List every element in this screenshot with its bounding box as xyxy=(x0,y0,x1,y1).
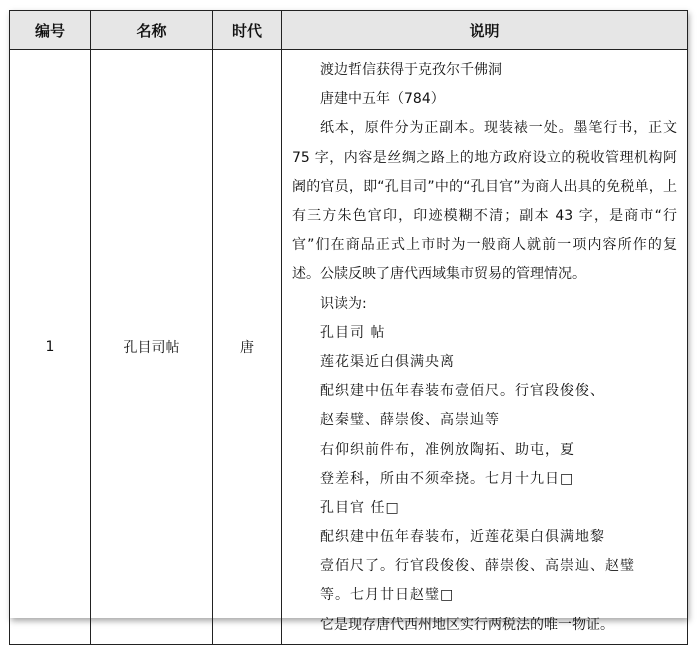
header-era: 时代 xyxy=(213,11,282,50)
table-row xyxy=(10,50,688,645)
cell-name: 孔目司帖 xyxy=(91,50,213,645)
transcription-line: 配织建中伍年春装布壹佰尺。行官段俊俊、 xyxy=(320,383,605,400)
date-line: 唐建中五年（784） xyxy=(320,91,445,108)
transcription-line: 右仰织前件布，准例放陶拓、助屯，夏 xyxy=(320,441,575,458)
transcription-line: 赵秦璧、薛崇俊、高崇辿等 xyxy=(320,412,500,429)
header-row xyxy=(10,11,688,50)
header-name: 名称 xyxy=(91,11,213,50)
cell-number: 1 xyxy=(10,50,91,645)
source-line: 渡边哲信获得于克孜尔千佛洞 xyxy=(320,62,502,78)
transcription-line: 孔目司 帖 xyxy=(320,324,386,341)
transcription-line: 登差科，所由不须牵挠。七月十九日□ xyxy=(320,470,575,487)
relic-table xyxy=(9,10,688,645)
header-number: 编号 xyxy=(10,11,91,50)
document-sheet xyxy=(9,10,687,633)
transcription-line: 壹佰尺了。行官段俊俊、薛崇俊、高崇辿、赵璧 xyxy=(320,558,635,575)
transcription-line: 孔目官 任□ xyxy=(320,499,400,516)
conclusion-line: 它是现存唐代西州地区实行两税法的唯一物证。 xyxy=(320,616,614,633)
header-description: 说明 xyxy=(282,11,688,50)
transcription-line: 配织建中伍年春装布，近莲花渠白俱满地黎 xyxy=(320,529,605,546)
cell-description xyxy=(282,50,688,645)
description-paragraph: 纸本，原件分为正副本。现装裱一处。墨笔行书，正文 75 字，内容是丝绸之路上的地方政府设立的税收管理机构阿阇的官员，即“孔目司”中的“孔目官”为商人出具的免税单，上有三方朱色官印，印迹模糊不清；副本 43 字，是商市“行官”们在商品正式上市时为一般商人就前一项内容所作的复述。公牍反映了唐代西域集市贸易的管理情况。 xyxy=(292,120,677,283)
cell-era: 唐 xyxy=(213,50,282,645)
transcription-line: 莲花渠近白俱满央离 xyxy=(320,353,455,370)
transcription-line: 等。七月廿日赵璧□ xyxy=(320,587,455,604)
reading-label: 识读为: xyxy=(320,295,367,312)
